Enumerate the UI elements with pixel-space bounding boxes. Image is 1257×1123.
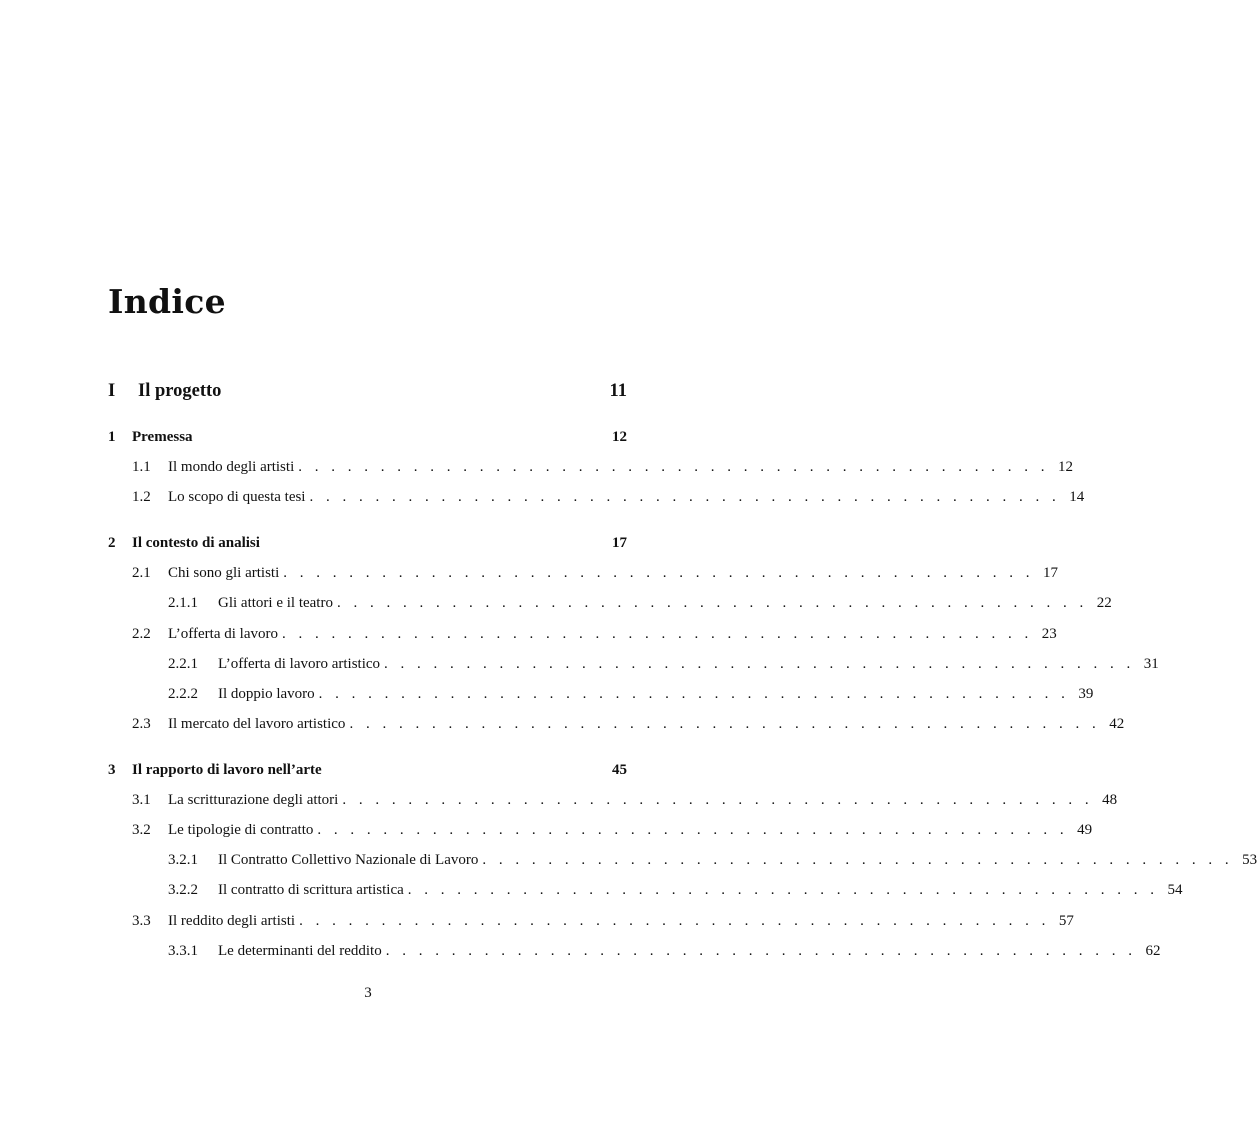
toc-page: 11 (609, 381, 627, 401)
toc-number: 3 (108, 762, 116, 778)
toc-page: 17 (612, 535, 627, 551)
toc-label: Il Contratto Collettivo Nazionale di Lavoro (218, 852, 479, 868)
toc-label: La scritturazione degli attori (168, 792, 339, 808)
toc-number: 2.2.1 (168, 656, 198, 672)
toc-page: 49 (1077, 822, 1093, 838)
toc-page: 23 (1041, 626, 1057, 642)
page-title: Indice (108, 282, 226, 321)
toc-number: 3.2 (132, 822, 151, 838)
toc-leader-dots: . . . . . . . . . . . . . . . . . . . . . . . . . . . . . . . . . . . . . . . . . . . . . . (299, 913, 1050, 929)
toc-leader-dots: . . . . . . . . . . . . . . . . . . . . . . . . . . . . . . . . . . . . . . . . . . . . . . (407, 882, 1159, 898)
toc-number: 3.1 (132, 792, 151, 808)
toc-subsection-entry[interactable] (108, 656, 1159, 678)
toc-label: Il mercato del lavoro artistico (168, 716, 346, 732)
toc-number: 2.3 (132, 716, 151, 732)
toc-chapter-entry[interactable] (108, 535, 627, 557)
toc-label: Le determinanti del reddito (218, 943, 382, 959)
toc-label: Chi sono gli artisti (168, 565, 280, 581)
toc-number: 2.2.2 (168, 686, 198, 702)
toc-page: 45 (612, 762, 627, 778)
toc-page: 62 (1145, 943, 1161, 959)
toc-subsection-entry[interactable] (108, 595, 1112, 617)
toc-number: 3.3.1 (168, 943, 198, 959)
toc-leader-dots: . . . . . . . . . . . . . . . . . . . . . . . . . . . . . . . . . . . . . . . . . . . . . . (342, 792, 1094, 808)
toc-page: 39 (1078, 686, 1094, 702)
toc-page: 12 (612, 429, 627, 445)
toc-subsection-entry[interactable] (108, 943, 1161, 965)
toc-leader-dots: . . . . . . . . . . . . . . . . . . . . . . . . . . . . . . . . . . . . . . . . . . . . . . (298, 459, 1049, 475)
toc-label: Il progetto (138, 381, 222, 401)
toc-number: 1.2 (132, 489, 151, 505)
toc-label: L’offerta di lavoro (168, 626, 278, 642)
toc-section-entry[interactable] (108, 565, 1059, 587)
toc-leader-dots: . . . . . . . . . . . . . . . . . . . . . . . . . . . . . . . . . . . . . . . . . . . . . . (283, 565, 1035, 581)
toc-number: 2.1 (132, 565, 151, 581)
toc-label: Gli attori e il teatro (218, 595, 333, 611)
toc-section-entry[interactable] (108, 913, 1074, 935)
toc-page: 12 (1057, 459, 1073, 475)
toc-label: Il mondo degli artisti (168, 459, 295, 475)
page-number: 3 (364, 985, 372, 1001)
toc-leader-dots: . . . . . . . . . . . . . . . . . . . . . . . . . . . . . . . . . . . . . . . . . . . . . . (281, 626, 1033, 642)
toc-number: 2.1.1 (168, 595, 198, 611)
toc-leader-dots: . . . . . . . . . . . . . . . . . . . . . . . . . . . . . . . . . . . . . . . . . . . . . . (482, 852, 1234, 868)
toc-label: Il rapporto di lavoro nell’arte (132, 762, 322, 778)
toc-page: 17 (1043, 565, 1059, 581)
toc-number: 2.2 (132, 626, 151, 642)
toc-section-entry[interactable] (108, 822, 1093, 844)
toc-label: Lo scopo di questa tesi (168, 489, 306, 505)
toc-part-entry[interactable] (108, 381, 627, 407)
toc-number: 1.1 (132, 459, 151, 475)
toc-number: 3.2.2 (168, 882, 198, 898)
toc-section-entry[interactable] (108, 459, 1073, 481)
toc-leader-dots: . . . . . . . . . . . . . . . . . . . . . . . . . . . . . . . . . . . . . . . . . . . . . . (385, 943, 1137, 959)
toc-label: Premessa (132, 429, 193, 445)
toc-page: 42 (1109, 716, 1125, 732)
toc-subsection-entry[interactable] (108, 852, 1257, 874)
toc-leader-dots: . . . . . . . . . . . . . . . . . . . . . . . . . . . . . . . . . . . . . . . . . . . . . . (336, 595, 1088, 611)
toc-page: 31 (1143, 656, 1159, 672)
toc-label: Il reddito degli artisti (168, 913, 296, 929)
toc-number: 2 (108, 535, 116, 551)
toc-page: 53 (1242, 852, 1257, 868)
toc-section-entry[interactable] (108, 716, 1125, 738)
toc-chapter-entry[interactable] (108, 429, 627, 451)
toc-number: 1 (108, 429, 116, 445)
toc-number: 3.3 (132, 913, 151, 929)
toc-number: I (108, 381, 116, 401)
toc-section-entry[interactable] (108, 626, 1057, 648)
toc-leader-dots: . . . . . . . . . . . . . . . . . . . . . . . . . . . . . . . . . . . . . . . . . . . . . . (349, 716, 1101, 732)
toc-page: 57 (1058, 913, 1074, 929)
toc-page: 54 (1167, 882, 1183, 898)
toc-page: 22 (1096, 595, 1112, 611)
toc-leader-dots: . . . . . . . . . . . . . . . . . . . . . . . . . . . . . . . . . . . . . . . . . . . . . . (318, 686, 1070, 702)
toc-leader-dots: . . . . . . . . . . . . . . . . . . . . . . . . . . . . . . . . . . . . . . . . . . . . . . (309, 489, 1061, 505)
toc-label: Il contesto di analisi (132, 535, 260, 551)
toc-subsection-entry[interactable] (108, 686, 1094, 708)
toc-label: Le tipologie di contratto (168, 822, 314, 838)
toc-page: 14 (1069, 489, 1085, 505)
toc-subsection-entry[interactable] (108, 882, 1183, 904)
toc-section-entry[interactable] (108, 792, 1118, 814)
toc-page: 48 (1102, 792, 1118, 808)
toc-label: Il contratto di scrittura artistica (218, 882, 404, 898)
toc-chapter-entry[interactable] (108, 762, 627, 784)
toc-number: 3.2.1 (168, 852, 198, 868)
toc-leader-dots: . . . . . . . . . . . . . . . . . . . . . . . . . . . . . . . . . . . . . . . . . . . . . . (384, 656, 1135, 672)
toc-label: Il doppio lavoro (218, 686, 315, 702)
toc-section-entry[interactable] (108, 489, 1085, 511)
toc-label: L’offerta di lavoro artistico (218, 656, 381, 672)
toc-leader-dots: . . . . . . . . . . . . . . . . . . . . . . . . . . . . . . . . . . . . . . . . . . . . . . (317, 822, 1069, 838)
